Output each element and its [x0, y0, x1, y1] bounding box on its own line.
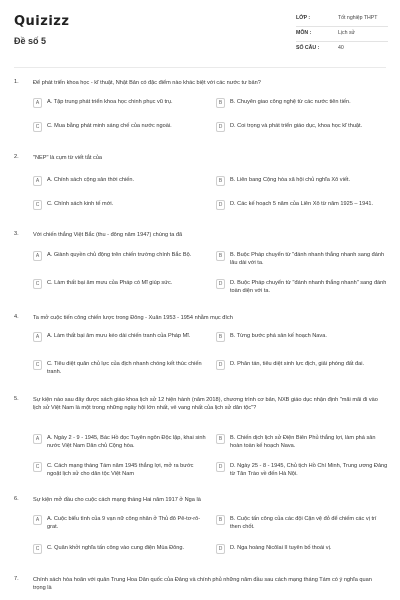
meta-value: Tốt nghiệp THPT [338, 15, 378, 21]
option-text: D. Ngày 25 - 8 - 1945, Chủ tịch Hồ Chí Minh, Trung ương Đảng từ Tân Trào về đến Hà Nội. [230, 463, 388, 478]
question-text: "NEP" là cụm từ viết tắt của [33, 155, 102, 161]
question-number: 5. [14, 396, 19, 402]
option-letter-badge: D [216, 122, 225, 132]
exam-title: Đề số 5 [14, 36, 47, 46]
option-letter-badge: B [216, 176, 225, 186]
option-letter-badge: C [33, 279, 42, 289]
option-text: A. Giành quyền chủ động trên chiến trường chính Bắc Bộ. [47, 252, 192, 258]
option-text: B. Liên bang Cộng hòa xã hội chủ nghĩa Xô viết. [230, 177, 351, 183]
option-letter-badge: D [216, 462, 225, 472]
meta-row-count [296, 42, 388, 57]
question-number: 3. [14, 231, 19, 237]
option-text: D. Nga hoàng Nicôlai II tuyên bố thoái vị. [230, 545, 332, 551]
question-number: 1. [14, 79, 19, 85]
option-letter-badge: B [216, 434, 225, 444]
option-letter-badge: B [216, 332, 225, 342]
option-letter-badge: C [33, 360, 42, 370]
meta-value: Lịch sử [338, 30, 356, 36]
option-text: A. Làm thất bại âm mưu kéo dài chiến tranh của Pháp Mĩ. [47, 333, 191, 339]
option-letter-badge: D [216, 279, 225, 289]
meta-row-class [296, 12, 388, 27]
option-letter-badge: A [33, 515, 42, 525]
option-letter-badge: D [216, 200, 225, 210]
option-text: A. Ngày 2 - 9 - 1945, Bác Hồ đọc Tuyên ngôn Độc lập, khai sinh nước Việt Nam Dân chủ Cộng hòa. [47, 435, 206, 450]
option-text: C. Cách mạng tháng Tám năm 1945 thắng lợi, mở ra bước ngoặt lịch sử cho dân tộc Việt Nam [47, 463, 194, 478]
option-text: B. Buộc Pháp chuyển từ "đánh nhanh thắng nhanh sang đánh lâu dài với ta. [230, 252, 385, 267]
question-number: 6. [14, 496, 19, 502]
option-letter-badge: B [216, 251, 225, 261]
option-text: B. Chiến dịch lịch sử Điện Biên Phủ thắng lợi, làm phá sản hoàn toàn kế hoạch Nava. [230, 435, 376, 450]
option-text: C. Quân khởi nghĩa tấn công vào cung điện Mùa Đông. [47, 545, 185, 551]
option-letter-badge: A [33, 176, 42, 186]
option-text: A. Chính sách cộng sản thời chiến. [47, 177, 135, 183]
option-letter-badge: D [216, 544, 225, 554]
question-number: 7. [14, 576, 19, 582]
question-number: 2. [14, 154, 19, 160]
document-header [0, 0, 400, 62]
option-letter-badge: D [216, 360, 225, 370]
option-text: B. Từng bước phá sản kế hoạch Nava. [230, 333, 327, 339]
option-text: D. Phân tán, tiêu diệt sinh lực địch, giải phóng đất đai. [230, 361, 365, 367]
meta-value: 40 [338, 45, 344, 51]
option-letter-badge: A [33, 332, 42, 342]
meta-row-subject [296, 27, 388, 42]
question-number: 4. [14, 314, 19, 320]
option-letter-badge: A [33, 98, 42, 108]
meta-label: LỚP : [296, 15, 311, 21]
question-text: Sự kiện nào sau đây được sách giáo khoa lịch sử 12 hiện hành (năm 2018), chương trình cơ bản, NXB giáo dục nhận định "mãi mãi đi vào lịch sử Việt Nam là một trong những ngày hội lớn nhất, vẻ vang nhất của lịch sử dân tộc"? [33, 397, 378, 412]
option-letter-badge: C [33, 200, 42, 210]
option-text: D. Các kế hoạch 5 năm của Liên Xô từ năm 1925 – 1941. [230, 201, 374, 207]
option-text: C. Làm thất bại âm mưu của Pháp có Mĩ giúp sức. [47, 280, 173, 286]
question-text: Để phát triển khoa học - kĩ thuật, Nhật Bản có đặc điểm nào khác biệt với các nước tư bản? [33, 80, 261, 86]
option-letter-badge: A [33, 434, 42, 444]
question-text: Với chiến thắng Việt Bắc (thu - đông năm 1947) chúng ta đã [33, 232, 183, 238]
question-text: Ta mở cuộc tiến công chiến lược trong Đông - Xuân 1953 - 1954 nhằm mục đích [33, 315, 233, 321]
option-letter-badge: A [33, 251, 42, 261]
option-letter-badge: B [216, 98, 225, 108]
option-letter-badge: C [33, 462, 42, 472]
option-text: D. Buộc Pháp chuyển từ "đánh nhanh thắng nhanh" sang đánh toàn diện với ta. [230, 280, 387, 295]
option-letter-badge: C [33, 122, 42, 132]
meta-label: MÔN : [296, 30, 312, 36]
quizizz-logo: Quizizz [14, 14, 70, 29]
option-text: D. Coi trọng và phát triển giáo dục, khoa học kĩ thuật. [230, 123, 363, 129]
option-letter-badge: B [216, 515, 225, 525]
option-text: B. Chuyên giao công nghệ từ các nước tiên tiến. [230, 99, 351, 105]
meta-label: SỐ CÂU : [296, 45, 320, 51]
header-divider [14, 67, 386, 68]
option-text: C. Chính sách kinh tế mới. [47, 201, 114, 207]
option-text: C. Tiêu diệt quân chủ lực của địch nhanh chóng kết thúc chiến tranh. [47, 361, 202, 376]
option-text: C. Mua bằng phát minh sáng chế của nước ngoài. [47, 123, 172, 129]
option-text: B. Cuộc tấn công của các đội Cận vệ đỏ để chiếm các vị trí then chốt. [230, 516, 377, 531]
option-letter-badge: C [33, 544, 42, 554]
exam-meta-table [296, 12, 388, 57]
question-text: Chính sách hòa hoãn với quân Trung Hoa Dân quốc của Đảng và chính phủ những năm đầu sau cách mạng tháng Tám có ý nghĩa quan trọng là [33, 577, 372, 592]
question-text: Sự kiện mở đầu cho cuộc cách mạng tháng Hai năm 1917 ở Nga là [33, 497, 201, 503]
option-text: A. Tập trung phát triển khoa học chinh phục vũ trụ. [47, 99, 173, 105]
option-text: A. Cuộc biểu tình của 9 vạn nữ công nhân ở Thủ đô Pê-tơ-rô-grat. [47, 516, 201, 531]
